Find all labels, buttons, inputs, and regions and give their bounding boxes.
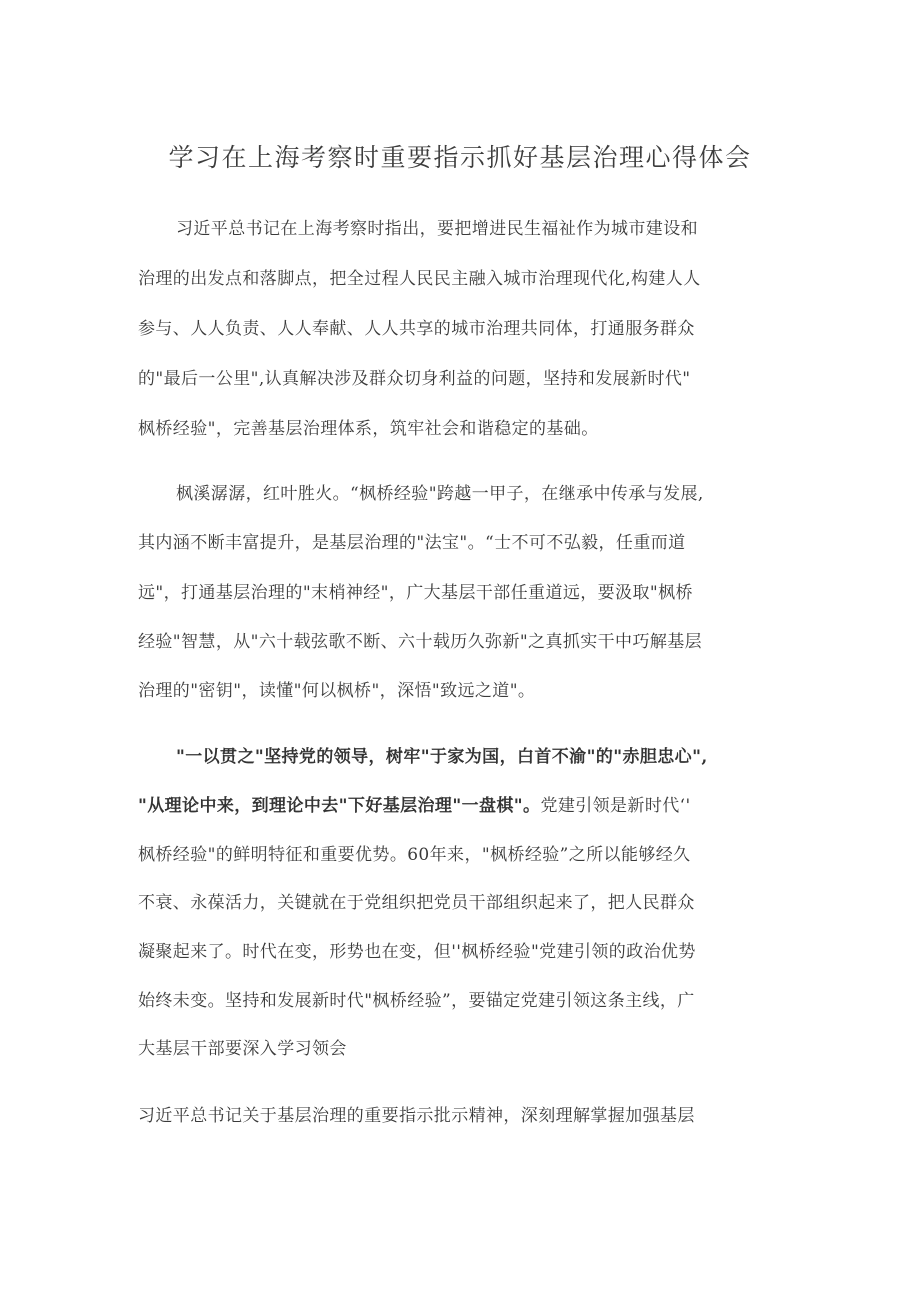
paragraph-3-line-1: "一以贯之"坚持党的领导，树牢"于家为国，白首不渝"的"赤胆忠心", — [176, 747, 708, 767]
paragraph-3-line-7: 大基层干部要深入学习领会 — [138, 1039, 347, 1059]
paragraph-3-line-2 — [138, 791, 798, 816]
paragraph-3-line-6: 始终未变。坚持和发展新时代"枫桥经验”，要锚定党建引领这条主线，广 — [138, 991, 695, 1011]
document-title: 学习在上海考察时重要指示抓好基层治理心得体会 — [168, 143, 752, 172]
paragraph-3-line-4: 不衰、永葆活力，关键就在于党组织把党员干部组织起来了，把人民群众 — [138, 893, 695, 913]
paragraph-1-line-1: 习近平总书记在上海考察时指出，要把增进民生福祉作为城市建设和 — [176, 219, 698, 239]
paragraph-2-line-1: 枫溪潺潺，红叶胜火。“枫桥经验"跨越一甲子，在继承中传承与发展, — [176, 484, 704, 504]
paragraph-2-line-4: 经验"智慧，从"六十载弦歌不断、六十载历久弥新"之真抓实干中巧解基层 — [138, 632, 703, 652]
paragraph-2-line-2: 其内涵不断丰富提升，是基层治理的"法宝"。“士不可不弘毅，任重而道 — [138, 533, 686, 553]
paragraph-2-line-5: 治理的"密钥"，读懂"何以枫桥"，深悟"致远之道"。 — [138, 681, 536, 701]
paragraph-2-line-3: 远"，打通基层治理的"末梢神经"，广大基层干部任重道远，要汲取"枫桥 — [138, 583, 693, 603]
paragraph-3-line-2-rest: 党建引领是新时代‘' — [540, 796, 691, 816]
paragraph-3-line-3: 枫桥经验"的鲜明特征和重要优势。60年来，"枫桥经验”之所以能够经久 — [138, 845, 691, 865]
paragraph-4-line-1: 习近平总书记关于基层治理的重要指示批示精神，深刻理解掌握加强基层 — [138, 1106, 695, 1126]
paragraph-3-line-5: 凝聚起来了。时代在变，形势也在变，但''枫桥经验"党建引领的政治优势 — [138, 942, 696, 962]
paragraph-1-line-4: 的"最后一公里",认真解决涉及群众切身利益的问题，坚持和发展新时代" — [138, 369, 691, 389]
paragraph-1-line-5: 枫桥经验"，完善基层治理体系，筑牢社会和谐稳定的基础。 — [138, 419, 599, 439]
paragraph-3-line-2-bold: "从理论中来，到理论中去"下好基层治理"一盘棋"。 — [138, 796, 541, 816]
paragraph-1-line-3: 参与、人人负责、人人奉献、人人共享的城市治理共同体，打通服务群众 — [138, 319, 695, 339]
paragraph-1-line-2: 治理的出发点和落脚点，把全过程人民民主融入城市治理现代化,构建人人 — [138, 269, 701, 289]
